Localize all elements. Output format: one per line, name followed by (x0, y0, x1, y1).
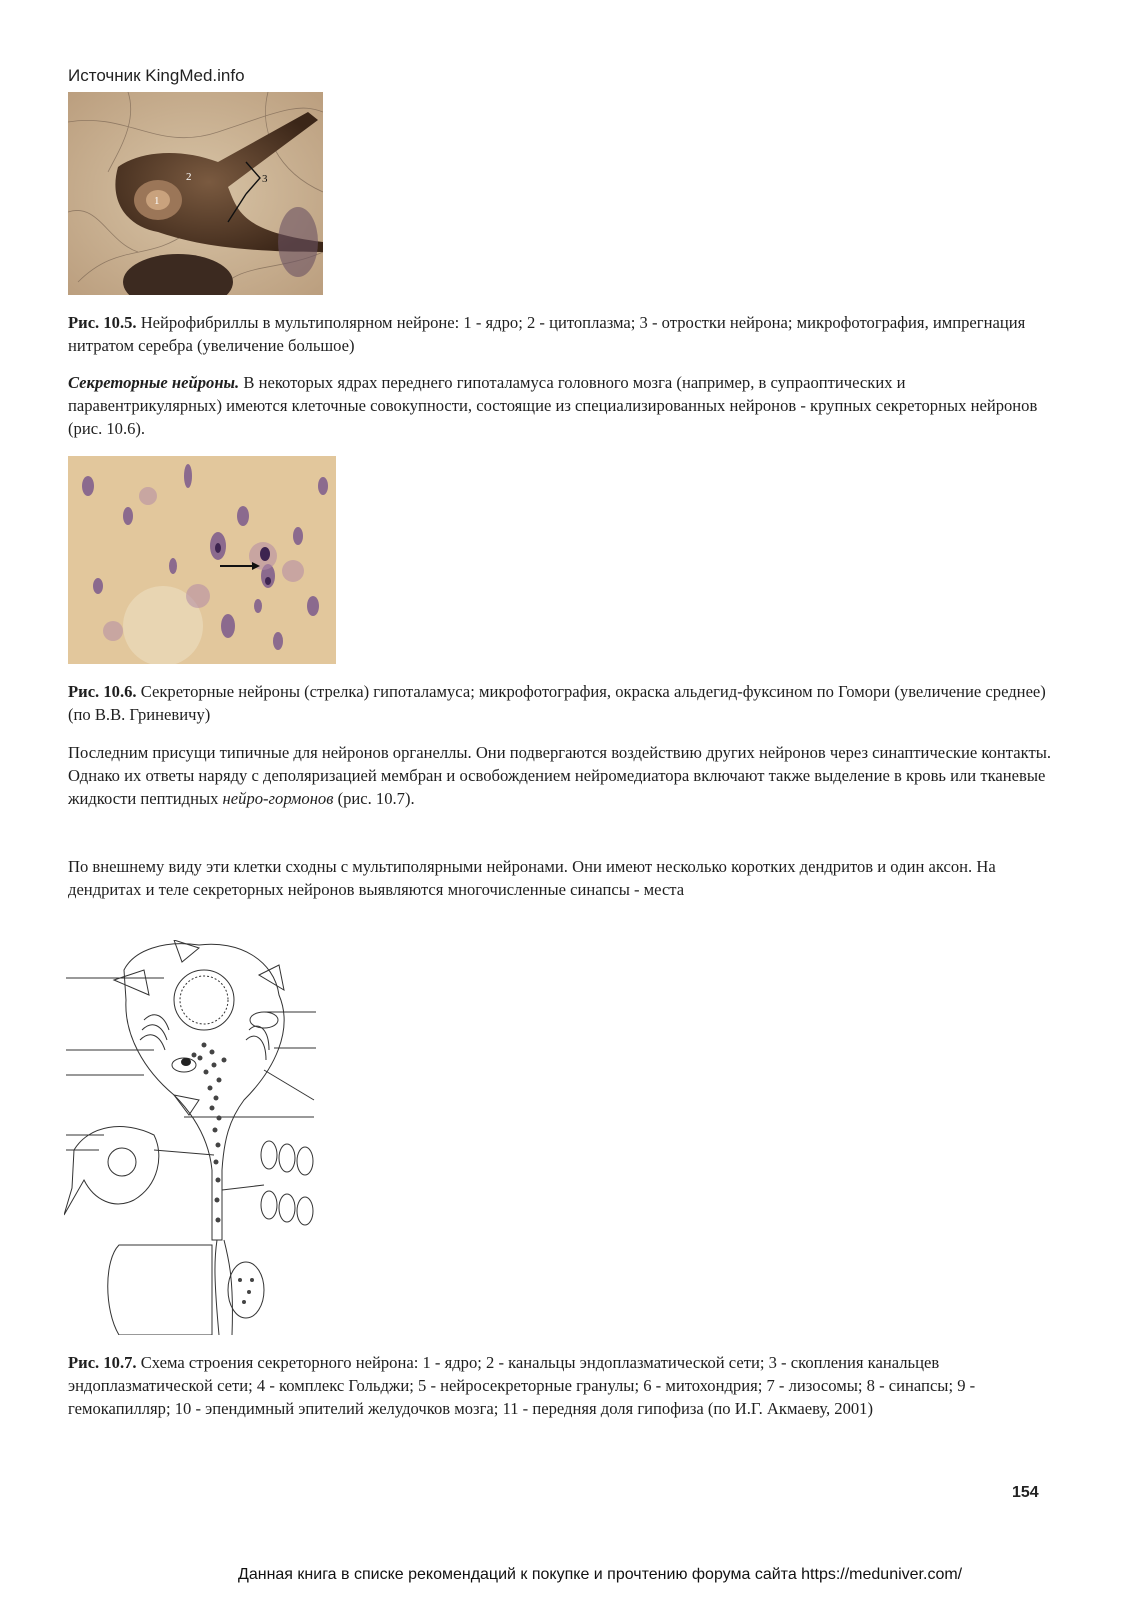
paragraph-organelles (68, 741, 1058, 810)
figure-10-5-micrograph (68, 92, 323, 295)
figure-10-7-caption-text: Схема строения секреторного нейрона: 1 - ядро; 2 - канальцы эндоплазматической сети; 3 - скопления канальцев эндоплазматической сети; 4 - комплекс Гольджи; 5 - нейросекреторные гранулы; 6 - митохондрия; 7 - лизосомы; 8 - синапсы; 9 - гемокапилляр; 10 - эпендимный эпителий желудочков мозга; 11 - передняя доля гипофиза (по И.Г. Акмаеву, 2001) (68, 1353, 976, 1418)
fig105-label-1: 1 (154, 195, 160, 207)
paragraph-secretory-neurons (68, 371, 1058, 440)
figure-10-6-micrograph (68, 456, 336, 664)
figure-10-6-caption (68, 680, 1058, 726)
figure-10-5-caption-label: Рис. 10.5. (68, 313, 137, 332)
paragraph-1-text: В некоторых ядрах переднего гипоталамуса головного мозга (например, в супраоптических и паравентрикулярных) имеются клеточные совокупности, состоящие из специализированных нейронов - крупных секреторных нейронов (рис. 10.6). (68, 373, 1038, 438)
figure-10-7-caption-label: Рис. 10.7. (68, 1353, 137, 1372)
fig105-label-2: 2 (186, 171, 192, 183)
figure-10-5-caption-text: Нейрофибриллы в мультиполярном нейроне: 1 - ядро; 2 - цитоплазма; 3 - отростки нейрона; микрофотография, импрегнация нитратом серебра (увеличение большое) (68, 313, 1026, 355)
paragraph-2-italic: нейро-гормонов (222, 789, 334, 808)
page-number: 154 (1012, 1484, 1039, 1501)
paragraph-3-text: По внешнему виду эти клетки сходны с мультиполярными нейронами. Они имеют несколько коротких дендритов и один аксон. На дендритах и теле секреторных нейронов выявляются многочисленные синапсы - места (68, 857, 996, 899)
paragraph-appearance (68, 855, 1058, 901)
fig105-label-3: 3 (262, 173, 268, 185)
figure-10-6-caption-text: Секреторные нейроны (стрелка) гипоталамуса; микрофотография, окраска альдегид-фуксином по Гомори (увеличение среднее) (по В.В. Гриневичу) (68, 682, 1046, 724)
figure-10-5-caption (68, 311, 1058, 357)
paragraph-2-text: Последним присущи типичные для нейронов органеллы. Они подвергаются воздействию других нейронов через синаптические контакты. Однако их ответы наряду с деполяризацией мембран и освобождением нейромедиатора включают также выделение в кровь или тканевые жидкости пептидных (68, 743, 1051, 808)
figure-10-6-caption-label: Рис. 10.6. (68, 682, 137, 701)
paragraph-2-end: (рис. 10.7). (333, 789, 415, 808)
figure-10-7-caption (68, 1351, 1058, 1420)
figure-10-7-diagram (64, 940, 324, 1335)
paragraph-lead-term: Секреторные нейроны. (68, 373, 240, 392)
source-label: Источник KingMed.info (68, 66, 245, 85)
footer-note: Данная книга в списке рекомендаций к покупке и прочтению форума сайта https://meduniver.com/ (238, 1566, 963, 1583)
